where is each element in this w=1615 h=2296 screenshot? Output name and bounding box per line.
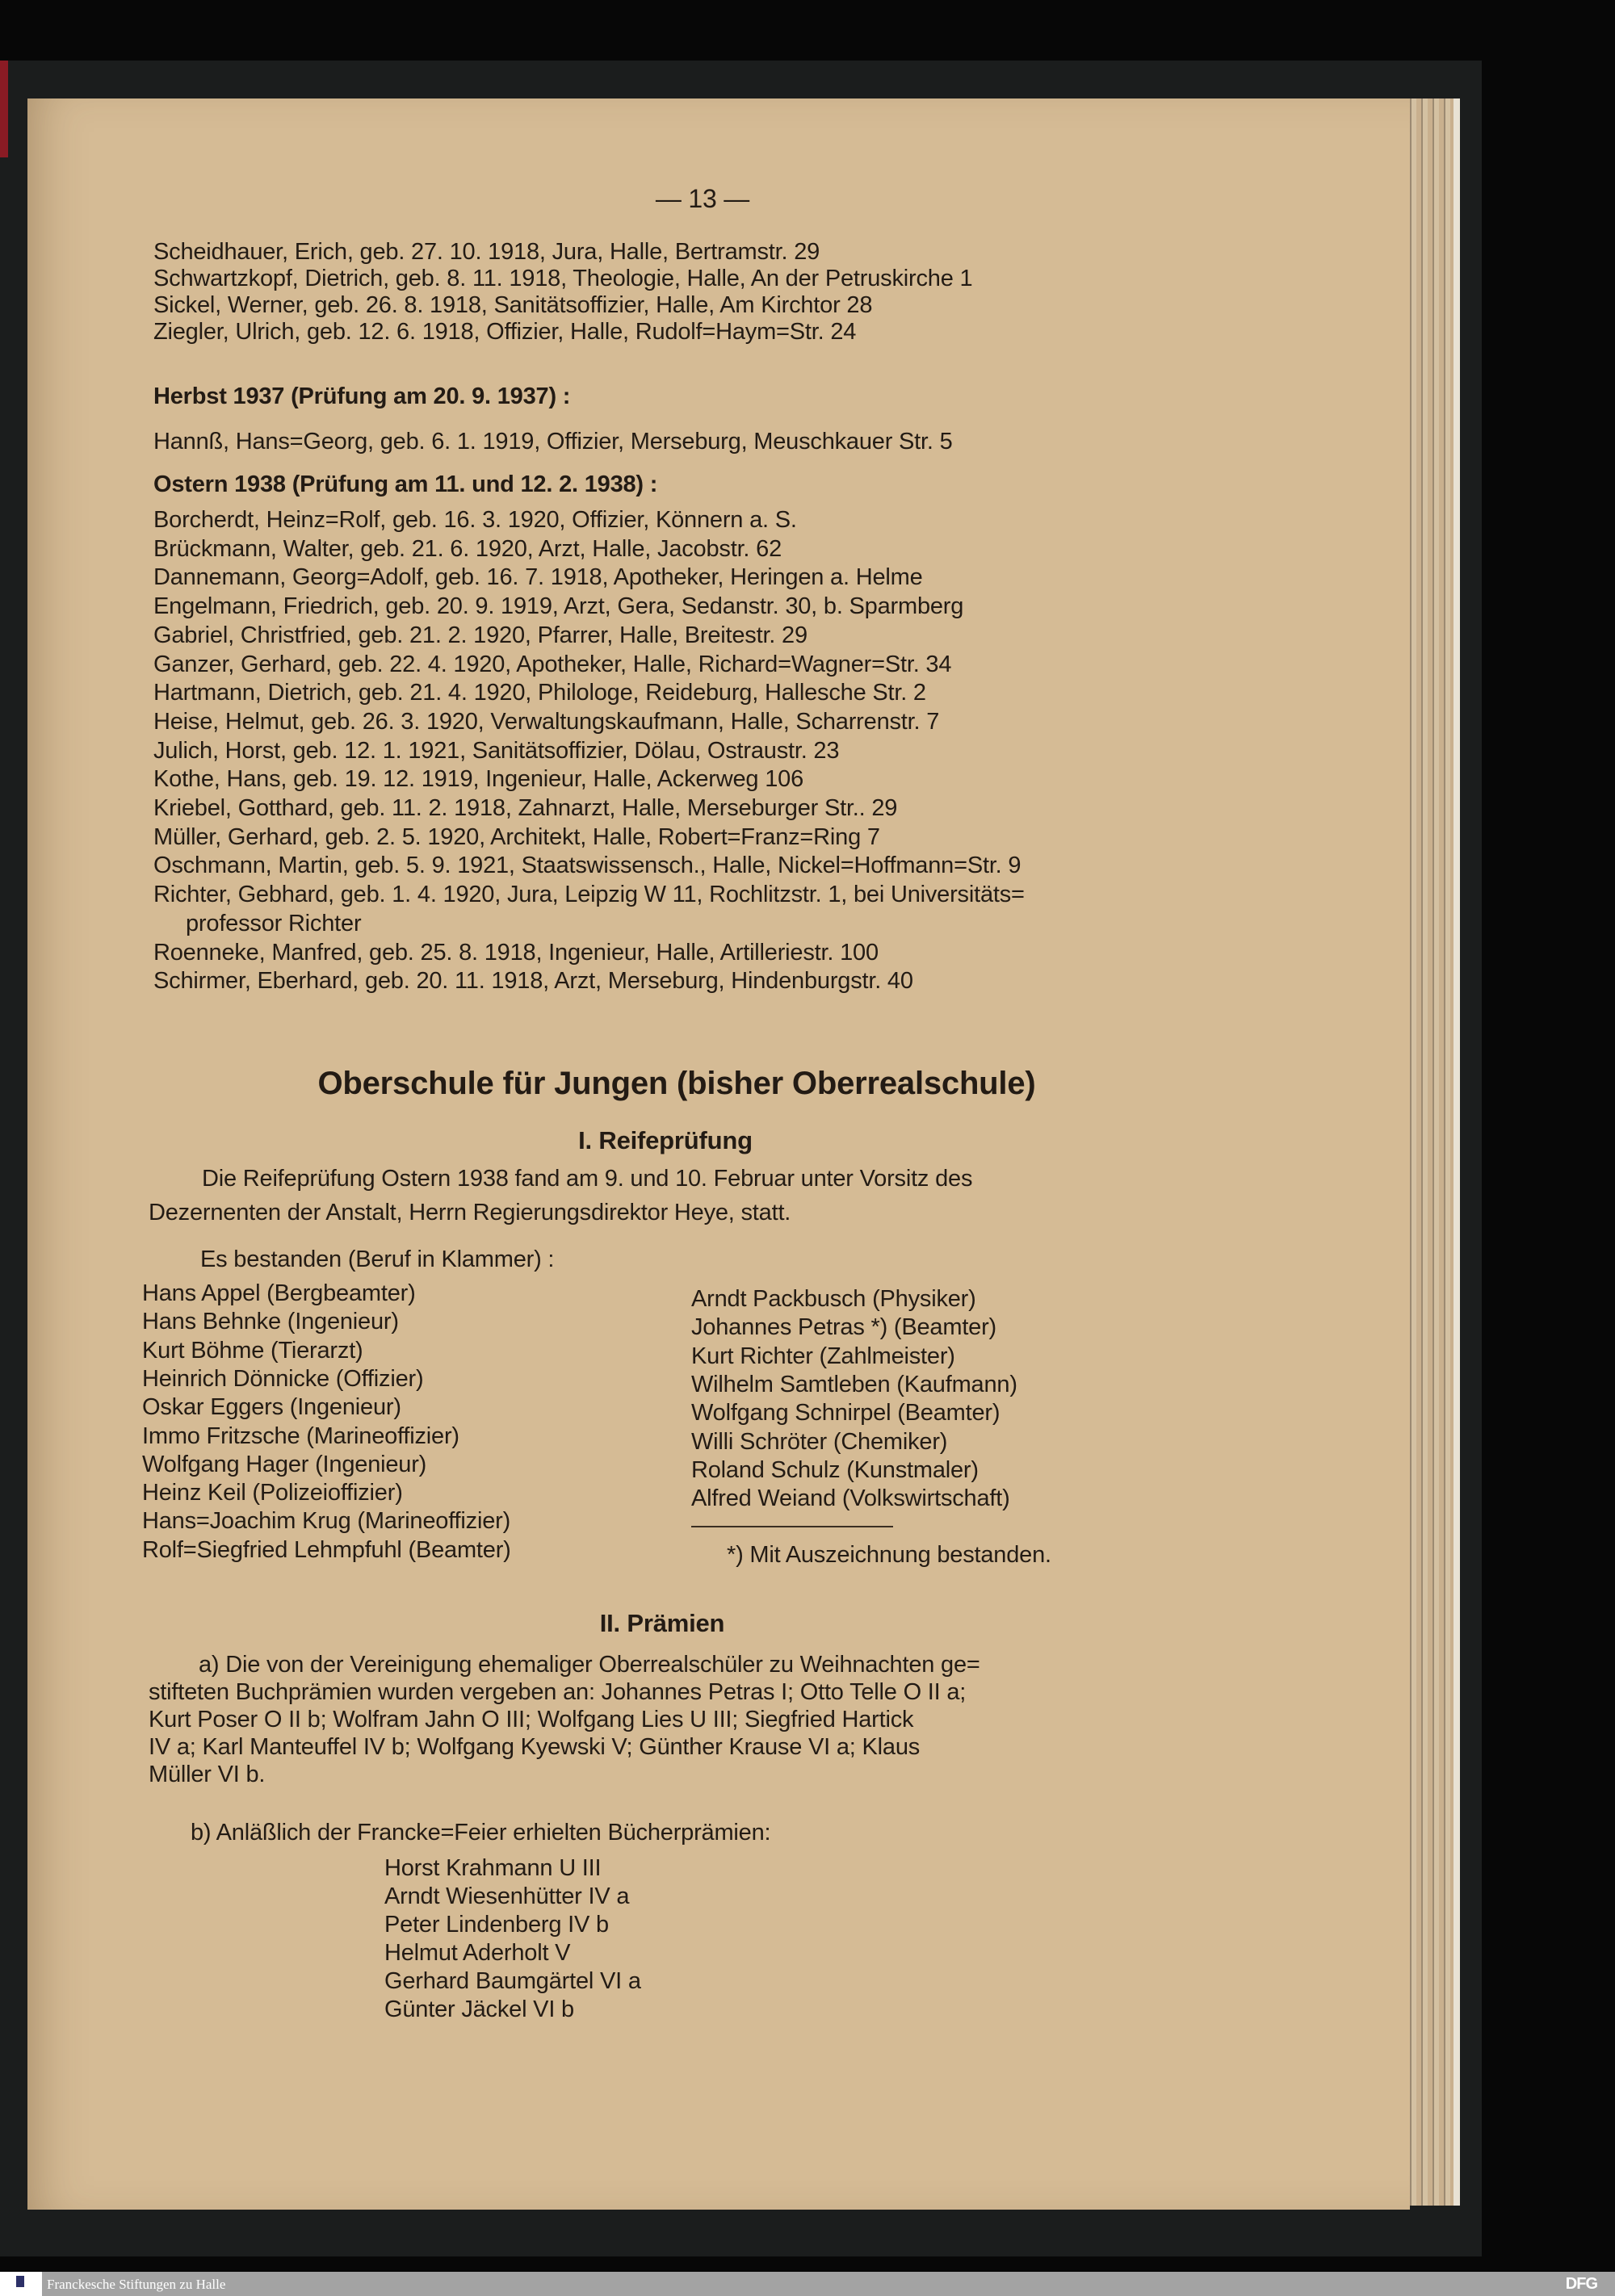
footnote-rule bbox=[691, 1526, 893, 1527]
herbst-heading: Herbst 1937 (Prüfung am 20. 9. 1937) : bbox=[153, 383, 571, 409]
list-item: Schirmer, Eberhard, geb. 20. 11. 1918, Arzt, Merseburg, Hindenburgstr. 40 bbox=[153, 968, 913, 995]
book-page bbox=[27, 98, 1410, 2210]
list-item: Müller, Gerhard, geb. 2. 5. 1920, Architekt, Halle, Robert=Franz=Ring 7 bbox=[153, 823, 880, 850]
list-item: Kurt Böhme (Tierarzt) bbox=[142, 1337, 363, 1364]
list-item: Gerhard Baumgärtel VI a bbox=[384, 1968, 641, 1994]
list-item: Dannemann, Georg=Adolf, geb. 16. 7. 1918, Apotheker, Heringen a. Helme bbox=[153, 564, 923, 591]
list-item: Hannß, Hans=Georg, geb. 6. 1. 1919, Offizier, Merseburg, Meuschkauer Str. 5 bbox=[153, 429, 953, 455]
list-item: Richter, Gebhard, geb. 1. 4. 1920, Jura, Leipzig W 11, Rochlitzstr. 1, bei Universitäts= bbox=[153, 882, 1025, 908]
list-item: Wilhelm Samtleben (Kaufmann) bbox=[691, 1371, 1017, 1397]
dfg-logo: DFG bbox=[1565, 2275, 1597, 2293]
list-item: Roenneke, Manfred, geb. 25. 8. 1918, Ingenieur, Halle, Artilleriestr. 100 bbox=[153, 939, 879, 966]
list-item: Arndt Wiesenhütter IV a bbox=[384, 1883, 630, 1909]
list-item: Wolfgang Hager (Ingenieur) bbox=[142, 1451, 427, 1477]
praemien-b-intro: b) Anläßlich der Francke=Feier erhielten Bücherprämien: bbox=[191, 1820, 771, 1846]
list-item: Horst Krahmann U III bbox=[384, 1855, 602, 1881]
list-item: Heinz Keil (Polizeioffizier) bbox=[142, 1480, 403, 1506]
section-title: Oberschule für Jungen (bisher Oberrealschule) bbox=[317, 1066, 1036, 1101]
list-item: Willi Schröter (Chemiker) bbox=[691, 1428, 948, 1455]
list-item: Scheidhauer, Erich, geb. 27. 10. 1918, Jura, Halle, Bertramstr. 29 bbox=[153, 239, 820, 265]
list-item: Hans Appel (Bergbeamter) bbox=[142, 1280, 416, 1306]
list-item: Kurt Richter (Zahlmeister) bbox=[691, 1343, 955, 1369]
list-item: Ganzer, Gerhard, geb. 22. 4. 1920, Apotheker, Halle, Richard=Wagner=Str. 34 bbox=[153, 651, 952, 677]
list-item: Alfred Weiand (Volkswirtschaft) bbox=[691, 1485, 1010, 1512]
reife-paragraph-line: Die Reifeprüfung Ostern 1938 fand am 9. und 10. Februar unter Vorsitz des bbox=[202, 1166, 973, 1192]
reife-heading: I. Reifeprüfung bbox=[578, 1126, 753, 1154]
footnote: *) Mit Auszeichnung bestanden. bbox=[727, 1542, 1051, 1568]
list-item: Kothe, Hans, geb. 19. 12. 1919, Ingenieur, Halle, Ackerweg 106 bbox=[153, 766, 803, 793]
list-item: IV a; Karl Manteuffel IV b; Wolfgang Kyewski V; Günther Krause VI a; Klaus bbox=[149, 1734, 921, 1760]
list-item: professor Richter bbox=[186, 910, 362, 936]
list-item: Schwartzkopf, Dietrich, geb. 8. 11. 1918, Theologie, Halle, An der Petruskirche 1 bbox=[153, 266, 973, 291]
list-item: Günter Jäckel VI b bbox=[384, 1996, 574, 2022]
institution-name: Franckesche Stiftungen zu Halle bbox=[47, 2277, 226, 2292]
page-edges bbox=[1405, 98, 1460, 2206]
list-item: Engelmann, Friedrich, geb. 20. 9. 1919, Arzt, Gera, Sedanstr. 30, b. Sparmberg bbox=[153, 593, 964, 620]
list-item: Borcherdt, Heinz=Rolf, geb. 16. 3. 1920, Offizier, Könnern a. S. bbox=[153, 507, 797, 533]
list-item: Kurt Poser O II b; Wolfram Jahn O III; Wolfgang Lies U III; Siegfried Hartick bbox=[149, 1707, 914, 1732]
list-item: Kriebel, Gotthard, geb. 11. 2. 1918, Zahnarzt, Halle, Merseburger Str.. 29 bbox=[153, 795, 898, 821]
ostern-heading: Ostern 1938 (Prüfung am 11. und 12. 2. 1938) : bbox=[153, 471, 658, 497]
list-item: Immo Fritzsche (Marineoffizier) bbox=[142, 1422, 459, 1449]
list-item: Roland Schulz (Kunstmaler) bbox=[691, 1456, 979, 1483]
list-item: a) Die von der Vereinigung ehemaliger Oberrealschüler zu Weihnachten ge= bbox=[199, 1652, 980, 1678]
footer-bar bbox=[0, 2272, 1615, 2296]
list-item: Johannes Petras *) (Beamter) bbox=[691, 1314, 997, 1341]
list-item: Oschmann, Martin, geb. 5. 9. 1921, Staatswissensch., Halle, Nickel=Hoffmann=Str. 9 bbox=[153, 853, 1021, 879]
institution-logo-icon bbox=[0, 2272, 42, 2296]
list-item: Heinrich Dönnicke (Offizier) bbox=[142, 1365, 424, 1392]
list-item: Brückmann, Walter, geb. 21. 6. 1920, Arzt, Halle, Jacobstr. 62 bbox=[153, 535, 782, 562]
list-item: Rolf=Siegfried Lehmpfuhl (Beamter) bbox=[142, 1536, 511, 1563]
reife-intro: Es bestanden (Beruf in Klammer) : bbox=[200, 1246, 555, 1272]
praemien-heading: II. Prämien bbox=[599, 1609, 725, 1637]
list-item: Oskar Eggers (Ingenieur) bbox=[142, 1394, 401, 1421]
list-item: Hartmann, Dietrich, geb. 21. 4. 1920, Philologe, Reideburg, Hallesche Str. 2 bbox=[153, 680, 926, 706]
list-item: Hans=Joachim Krug (Marineoffizier) bbox=[142, 1508, 511, 1535]
list-item: Hans Behnke (Ingenieur) bbox=[142, 1309, 399, 1335]
list-item: Julich, Horst, geb. 12. 1. 1921, Sanitätsoffizier, Dölau, Ostraustr. 23 bbox=[153, 737, 840, 764]
list-item: Arndt Packbusch (Physiker) bbox=[691, 1286, 976, 1312]
page-number: — 13 — bbox=[655, 184, 750, 213]
list-item: Gabriel, Christfried, geb. 21. 2. 1920, Pfarrer, Halle, Breitestr. 29 bbox=[153, 622, 808, 648]
list-item: Peter Lindenberg IV b bbox=[384, 1912, 609, 1938]
list-item: Sickel, Werner, geb. 26. 8. 1918, Sanitätsoffizier, Halle, Am Kirchtor 28 bbox=[153, 292, 873, 318]
reife-paragraph-line: Dezernenten der Anstalt, Herrn Regierungsdirektor Heye, statt. bbox=[149, 1200, 791, 1226]
list-item: Heise, Helmut, geb. 26. 3. 1920, Verwaltungskaufmann, Halle, Scharrenstr. 7 bbox=[153, 708, 940, 735]
list-item: Helmut Aderholt V bbox=[384, 1940, 571, 1966]
list-item: Ziegler, Ulrich, geb. 12. 6. 1918, Offizier, Halle, Rudolf=Haym=Str. 24 bbox=[153, 319, 857, 345]
list-item: Müller VI b. bbox=[149, 1762, 266, 1787]
list-item: Wolfgang Schnirpel (Beamter) bbox=[691, 1400, 1000, 1427]
binding-ribbon bbox=[0, 61, 8, 157]
list-item: stifteten Buchprämien wurden vergeben an: Johannes Petras I; Otto Telle O II a; bbox=[149, 1679, 967, 1705]
